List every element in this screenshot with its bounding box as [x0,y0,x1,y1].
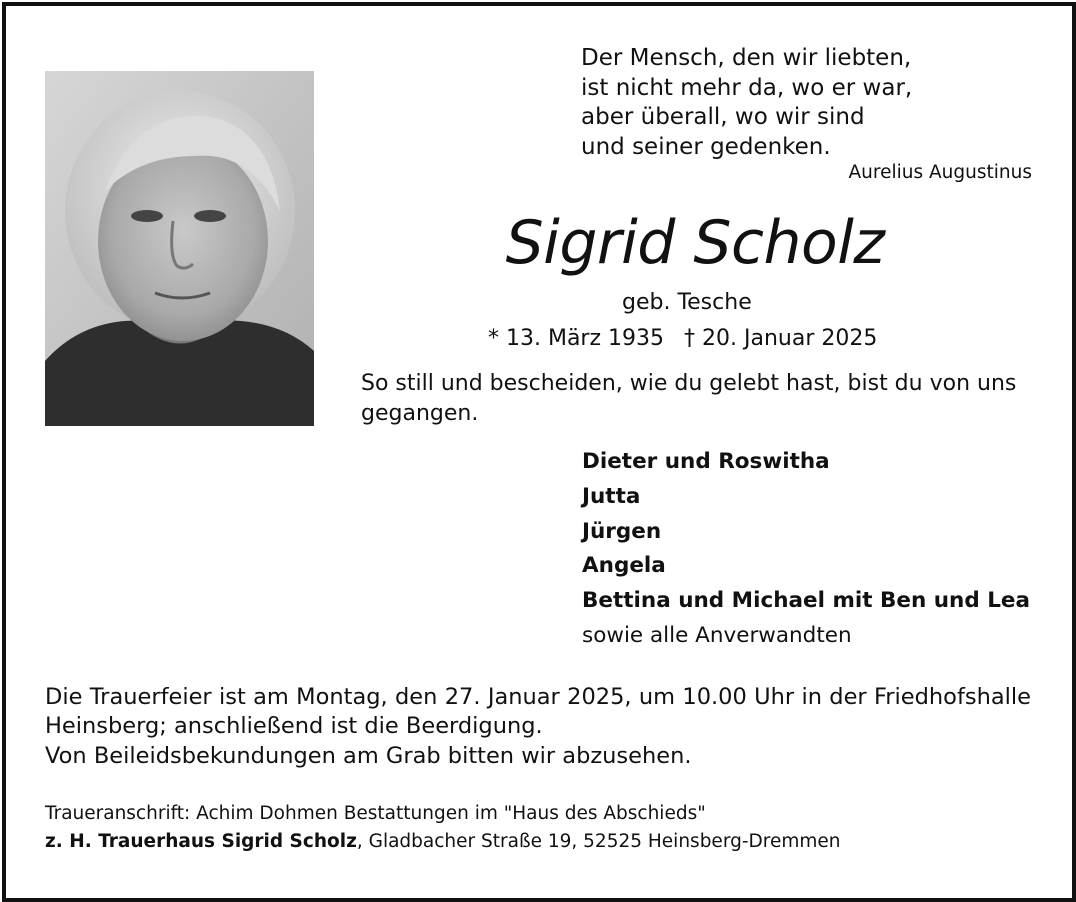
mourner-name: Jutta [582,483,641,509]
deceased-name: Sigrid Scholz [505,208,885,278]
mourning-address-line2 [45,831,841,852]
birth-name: geb. Tesche [622,290,752,315]
funeral-service-info: Die Trauerfeier ist am Montag, den 27. Januar 2025, um 10.00 Uhr in der Friedhofshalle Heinsberg; anschließend ist die Beerdigung. [45,684,1031,739]
mourning-address-line1: Traueranschrift: Achim Dohmen Bestattungen im "Haus des Abschieds" [45,803,706,824]
farewell-text: So still und bescheiden, wie du gelebt hast, bist du von uns gegangen. [361,371,1017,426]
birth-date: * 13. März 1935 [488,326,665,351]
quote-author: Aurelius Augustinus [848,162,1032,183]
life-dates [488,326,877,351]
address-recipient: z. H. Trauerhaus Sigrid Scholz [45,831,357,852]
mourner-name: Bettina und Michael mit Ben und Lea [582,588,1031,614]
death-date: † 20. Januar 2025 [684,326,878,351]
mourners-list [582,445,1030,654]
mourner-name: Dieter und Roswitha [582,449,830,474]
address-street: , Gladbacher Straße 19, 52525 Heinsberg-Dremmen [356,831,841,852]
relatives-line: sowie alle Anverwandten [582,622,852,648]
mourner-name: Angela [582,553,666,579]
mourner-name: Jürgen [582,518,662,544]
memorial-quote: Der Mensch, den wir liebten, ist nicht mehr da, wo er war, aber überall, wo wir sind und seiner gedenken. [581,45,913,160]
condolence-request: Von Beileidsbekundungen am Grab bitten wir abzusehen. [45,743,692,769]
